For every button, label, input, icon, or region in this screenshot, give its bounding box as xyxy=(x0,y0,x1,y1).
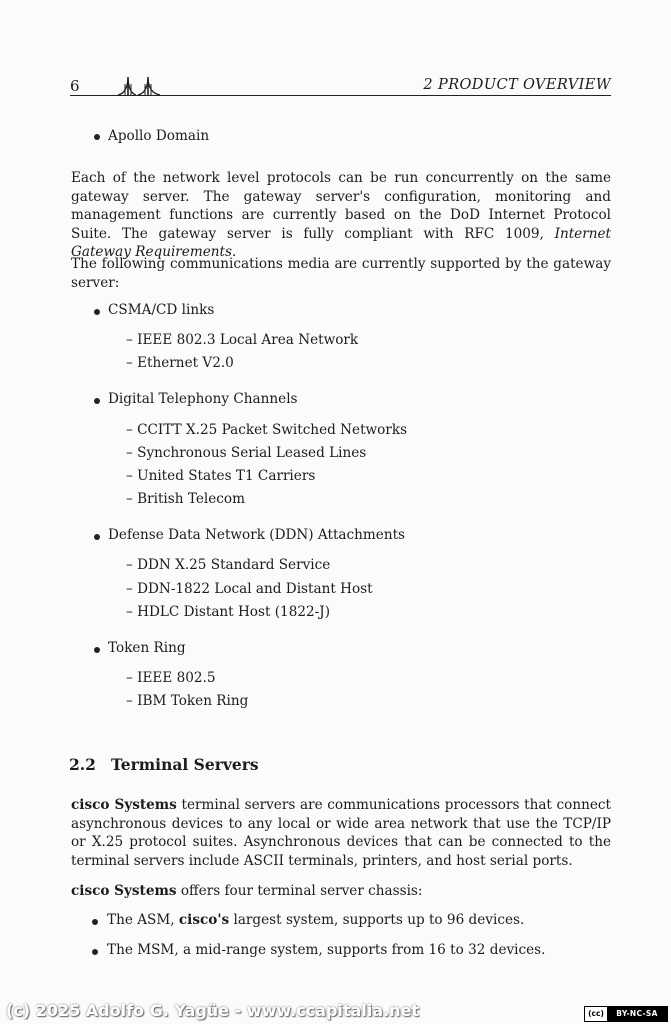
list-item: – DDN X.25 Standard Service xyxy=(126,557,331,573)
list-item: – Ethernet V2.0 xyxy=(126,355,234,371)
cc-icon: (cc) xyxy=(585,1007,607,1021)
chassis-asm: The ASM, cisco's largest system, supports up to 96 devices. xyxy=(107,912,525,928)
chapter-title: 2 PRODUCT OVERVIEW xyxy=(423,77,611,93)
list-item: – IEEE 802.5 xyxy=(126,670,216,686)
running-header xyxy=(70,76,611,98)
paragraph-text: The following communications media are currently supported by the gateway server: xyxy=(71,256,611,291)
list-item: – HDLC Distant Host (1822-J) xyxy=(126,604,330,620)
paragraph-media-intro xyxy=(71,255,611,292)
bullet-apollo-domain: Apollo Domain xyxy=(108,128,210,144)
license-terms: BY-NC-SA xyxy=(607,1007,667,1021)
list-item: – British Telecom xyxy=(126,491,245,507)
bullet-dot xyxy=(94,534,100,540)
bullet-dot xyxy=(94,398,100,404)
bullet-dot xyxy=(92,919,98,925)
copyright-watermark: (c) 2025 Adolfo G. Yagüe - www.ccapitalia.net xyxy=(6,1001,420,1020)
paragraph-italic-ref: Internet Gateway Requirements. xyxy=(71,225,611,261)
chassis-msm: The MSM, a mid-range system, supports from 16 to 32 devices. xyxy=(107,942,546,958)
cisco-bridge-logo xyxy=(116,72,172,96)
bullet-dot xyxy=(94,134,100,140)
section-title: Terminal Servers xyxy=(111,755,259,774)
page-number: 6 xyxy=(70,77,80,95)
paragraph-text: Each of the network level protocols can be run concurrently on the same gateway server. The gateway server's configuration, monitoring and management functions are currently based on the DoD Internet Protocol Suite. The gateway server is fully compliant with RFC 1009, xyxy=(71,170,611,242)
media-token-ring: Token Ring xyxy=(108,640,186,656)
list-item: – IBM Token Ring xyxy=(126,693,249,709)
header-rule xyxy=(70,95,611,96)
list-item: – CCITT X.25 Packet Switched Networks xyxy=(126,422,408,438)
media-ddn-attachments: Defense Data Network (DDN) Attachments xyxy=(108,527,406,543)
section-number: 2.2 xyxy=(69,755,96,774)
list-item: – IEEE 802.3 Local Area Network xyxy=(126,332,359,348)
media-csma-cd: CSMA/CD links xyxy=(108,302,215,318)
company-name: cisco Systems xyxy=(71,797,177,813)
bullet-dot xyxy=(92,949,98,955)
paragraph-network-protocols xyxy=(71,169,611,262)
cc-license-badge xyxy=(584,1006,668,1022)
paragraph-chassis-intro xyxy=(71,882,611,901)
list-item: – Synchronous Serial Leased Lines xyxy=(126,445,367,461)
bullet-dot xyxy=(94,647,100,653)
paragraph-text: offers four terminal server chassis: xyxy=(180,883,423,899)
bullet-dot xyxy=(94,309,100,315)
media-digital-telephony: Digital Telephony Channels xyxy=(108,391,298,407)
company-name: cisco Systems xyxy=(71,883,177,899)
list-item: – United States T1 Carriers xyxy=(126,468,316,484)
watermark-bar xyxy=(0,1000,671,1024)
list-item: – DDN-1822 Local and Distant Host xyxy=(126,581,373,597)
paragraph-terminal-servers xyxy=(71,796,611,870)
section-heading xyxy=(69,755,259,774)
paragraph-text: terminal servers are communications processors that connect asynchronous devices to any local or wide area network that use the TCP/IP or X.25 protocol suites. Asynchronous devices that can be connected to the terminal servers include ASCII terminals, printers, and host serial ports. xyxy=(71,797,611,869)
